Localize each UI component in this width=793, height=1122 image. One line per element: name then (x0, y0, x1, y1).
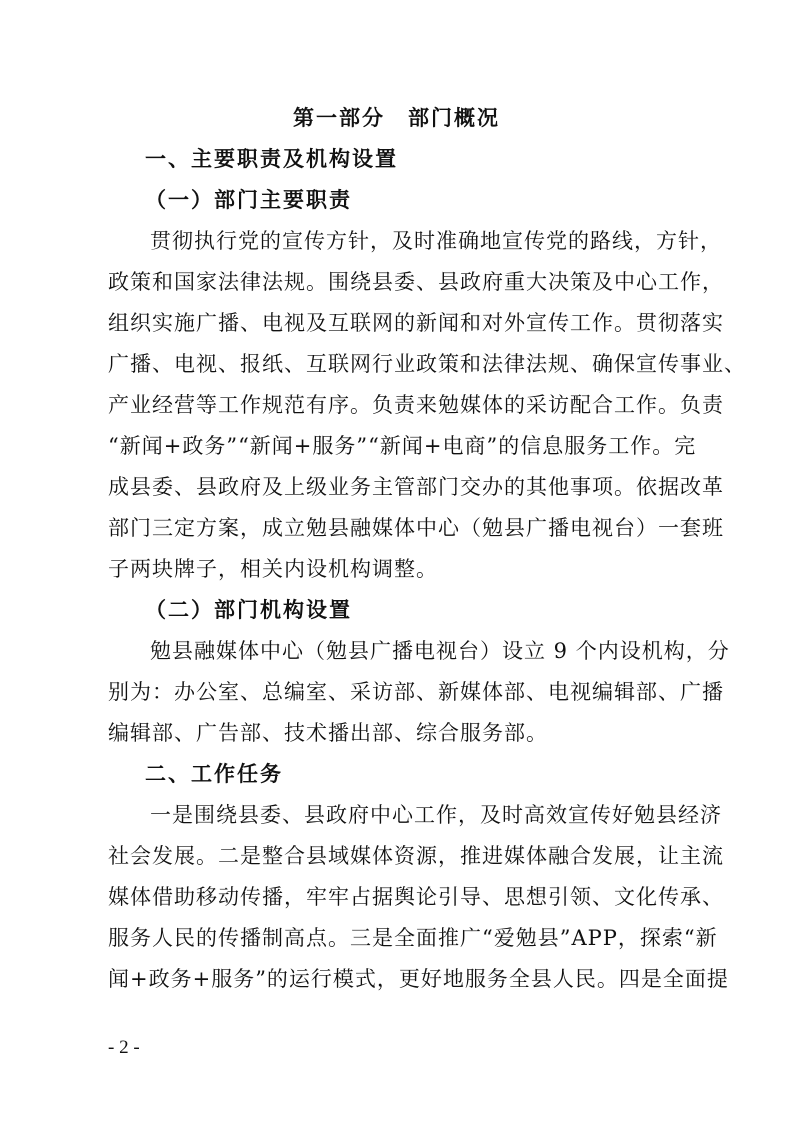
paragraph-line: 产业经营等工作规范有序。负责来勉媒体的采访配合工作。负责 (108, 393, 724, 417)
paragraph-line: “新闻+政务”“新闻+服务”“新闻+电商”的信息服务工作。完 (108, 434, 697, 458)
paragraph-line: 成县委、县政府及上级业务主管部门交办的其他事项。依据改革 (108, 475, 724, 499)
paragraph-line: 编辑部、广告部、技术播出部、综合服务部。 (108, 721, 548, 745)
paragraph-line: 社会发展。二是整合县域媒体资源，推进媒体融合发展，让主流 (108, 844, 724, 868)
paragraph-line: 广播、电视、报纸、互联网行业政策和法律法规、确保宣传事业、 (108, 352, 746, 376)
paragraph-line: 别为：办公室、总编室、采访部、新媒体部、电视编辑部、广播 (108, 680, 724, 704)
paragraph-line: 部门三定方案，成立勉县融媒体中心（勉县广播电视台）一套班 (108, 516, 724, 540)
part-title: 第一部分 部门概况 (293, 105, 500, 130)
paragraph-line: 媒体借助移动传播，牢牢占据舆论引导、思想引领、文化传承、 (108, 885, 724, 909)
paragraph-line: 子两块牌子，相关内设机构调整。 (108, 557, 438, 581)
paragraph-line: 一是围绕县委、县政府中心工作，及时高效宣传好勉县经济 (150, 803, 722, 827)
paragraph-line: 政策和国家法律法规。围绕县委、县政府重大决策及中心工作， (108, 270, 724, 294)
subsection-heading-organization: （二）部门机构设置 (145, 597, 352, 622)
paragraph-line: 组织实施广播、电视及互联网的新闻和对外宣传工作。贯彻落实 (108, 311, 724, 335)
subsection-heading-main-duties: （一）部门主要职责 (145, 187, 352, 212)
section-heading-work-tasks: 二、工作任务 (145, 761, 283, 786)
paragraph-line: 勉县融媒体中心（勉县广播电视台）设立 9 个内设机构，分 (150, 639, 730, 663)
page-number: - 2 - (108, 1037, 140, 1058)
paragraph-line: 贯彻执行党的宣传方针，及时准确地宣传党的路线，方针， (150, 229, 722, 253)
paragraph-line: 服务人民的传播制高点。三是全面推广“爱勉县”APP，探索“新 (108, 926, 718, 950)
paragraph-line: 闻+政务+服务”的运行模式，更好地服务全县人民。四是全面提 (108, 967, 729, 991)
section-heading-duties-structure: 一、主要职责及机构设置 (145, 146, 398, 171)
